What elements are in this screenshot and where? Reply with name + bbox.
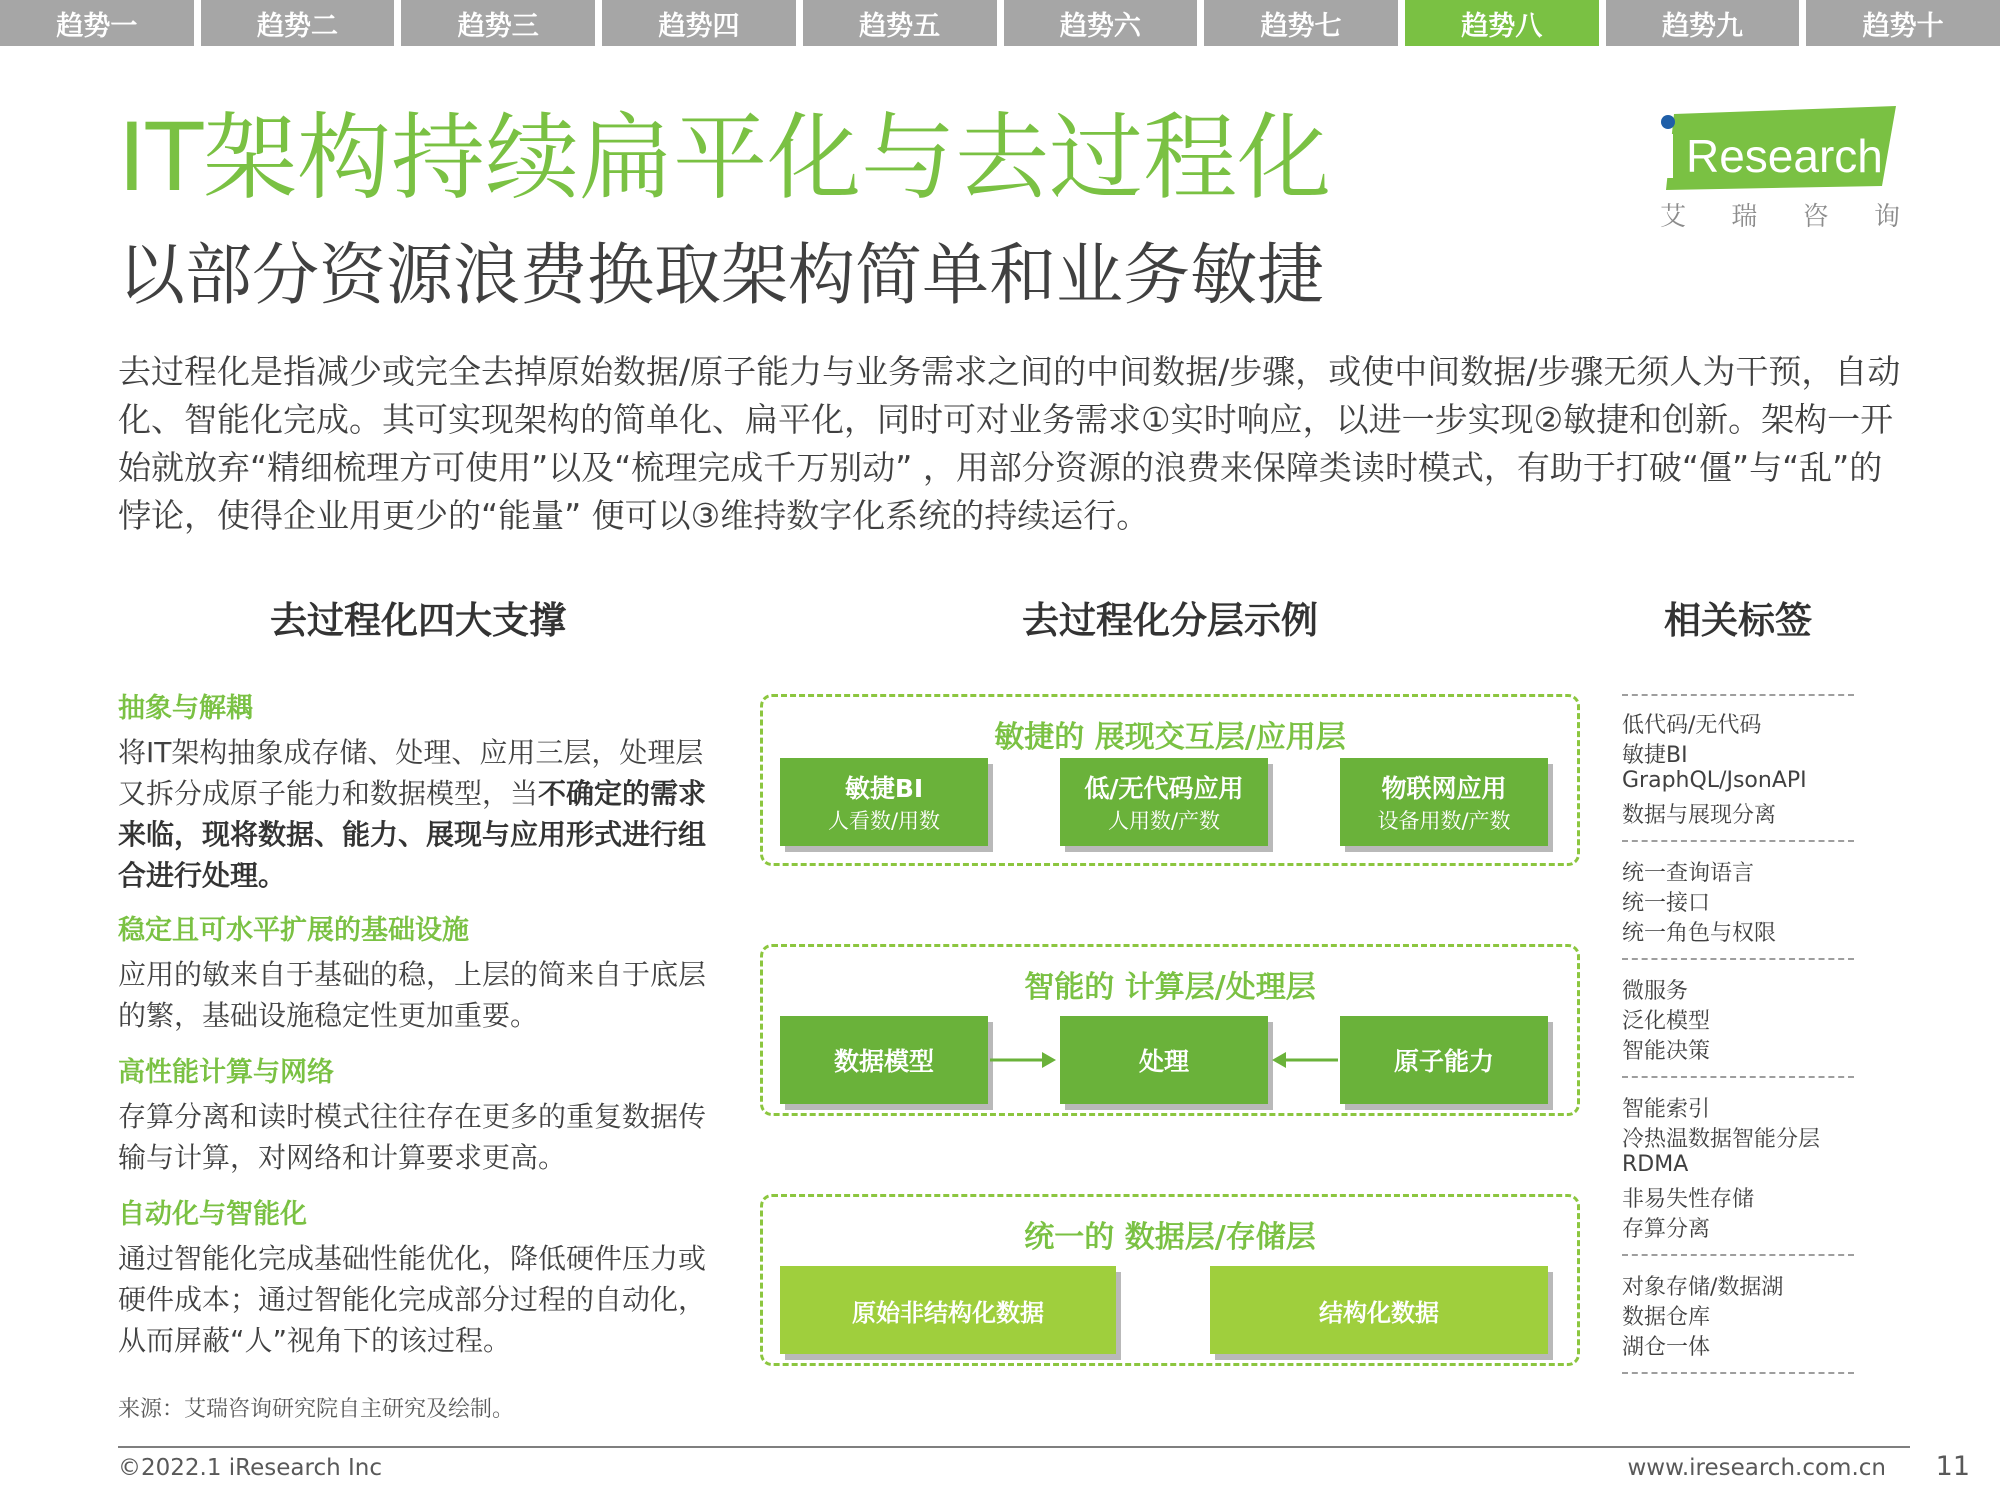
box-iot-app: 物联网应用 设备用数/产数: [1340, 758, 1548, 846]
support-text: 将IT架构抽象成存储、处理、应用三层，处理层又拆分成原子能力和数据模型，当不确定的需求来临，现将数据、能力、展现与应用形式进行组合进行处理。: [118, 736, 707, 892]
tag-item: 冷热温数据智能分层: [1622, 1127, 1821, 1152]
tag-item: 智能索引: [1622, 1097, 1711, 1122]
box-processing: 处理: [1060, 1016, 1268, 1104]
tag-item: 低代码/无代码: [1622, 713, 1762, 738]
layer-title: 智能的 计算层/处理层: [1024, 970, 1316, 1005]
tab-trend-10[interactable]: 趋势十: [1806, 0, 2000, 46]
arrow-left-icon: [1270, 1048, 1338, 1072]
support-text: 应用的敏来自于基础的稳，上层的简来自于底层的繁，基础设施稳定性更加重要。: [118, 958, 707, 1032]
support-heading: 自动化与智能化: [118, 1199, 307, 1230]
tag-item: 湖仓一体: [1622, 1335, 1711, 1360]
support-text: 存算分离和读时模式往往存在更多的重复数据传输与计算，对网络和计算要求更高。: [118, 1100, 707, 1174]
tag-item: 数据仓库: [1622, 1305, 1711, 1330]
box-agile-bi: 敏捷BI 人看数/用数: [780, 758, 988, 846]
tag-divider: [1622, 1372, 1854, 1374]
tag-item: 智能决策: [1622, 1039, 1711, 1064]
box-unstructured-data: 原始非结构化数据: [780, 1266, 1116, 1354]
tag-item: GraphQL/JsonAPI: [1622, 768, 1807, 793]
tag-divider: [1622, 1254, 1854, 1256]
tab-trend-5[interactable]: 趋势五: [803, 0, 997, 46]
support-heading: 高性能计算与网络: [118, 1057, 334, 1088]
heading-supports: 去过程化四大支撑: [270, 599, 566, 642]
tag-item: 统一查询语言: [1622, 861, 1755, 886]
tag-divider: [1622, 958, 1854, 960]
intro-paragraph: 去过程化是指减少或完全去掉原始数据/原子能力与业务需求之间的中间数据/步骤，或使中间数据/步骤无须人为干预，自动化、智能化完成。其可实现架构的简单化、扁平化，同时可对业务需求①实时响应，以进一步实现②敏捷和创新。架构一开始就放弃“精细梳理方可使用”以及“梳理完成千万别动” ，用部分资源的浪费来保障类读时模式，有助于打破“僵”与“乱”的悖论，使得企业用更少的“能量” 便可以③维持数字化系统的持续运行。: [118, 352, 1901, 535]
tab-trend-6[interactable]: 趋势六: [1004, 0, 1198, 46]
source-note: 来源：艾瑞咨询研究院自主研究及绘制。: [118, 1397, 515, 1422]
tag-item: 泛化模型: [1622, 1009, 1711, 1034]
layer-title: 敏捷的 展现交互层/应用层: [994, 720, 1346, 755]
tab-trend-9[interactable]: 趋势九: [1606, 0, 1800, 46]
box-atomic-capability: 原子能力: [1340, 1016, 1548, 1104]
page-title: IT架构持续扁平化与去过程化: [118, 104, 1332, 213]
arrow-right-icon: [990, 1048, 1058, 1072]
tag-item: 统一接口: [1622, 891, 1711, 916]
tag-item: 敏捷BI: [1622, 743, 1688, 768]
logo-cn-text: 艾 瑞 咨 询: [1660, 202, 1900, 232]
tag-item: 对象存储/数据湖: [1622, 1275, 1784, 1300]
box-data-model: 数据模型: [780, 1016, 988, 1104]
box-lowcode-app: 低/无代码应用 人用数/产数: [1060, 758, 1268, 846]
logo-brand-text: Research: [1686, 130, 1883, 182]
tag-divider: [1622, 694, 1854, 696]
tab-trend-8[interactable]: 趋势八: [1405, 0, 1599, 46]
copyright: ©2022.1 iResearch Inc: [118, 1455, 382, 1481]
tag-item: RDMA: [1622, 1152, 1689, 1177]
box-structured-data: 结构化数据: [1210, 1266, 1548, 1354]
tag-divider: [1622, 1076, 1854, 1078]
page-subtitle: 以部分资源浪费换取架构简单和业务敏捷: [118, 236, 1324, 314]
tag-item: 微服务: [1622, 979, 1689, 1004]
tab-trend-2[interactable]: 趋势二: [201, 0, 395, 46]
tab-trend-1[interactable]: 趋势一: [0, 0, 194, 46]
iresearch-logo: [1660, 106, 1900, 190]
tab-trend-4[interactable]: 趋势四: [602, 0, 796, 46]
tag-item: 存算分离: [1622, 1217, 1711, 1242]
support-heading: 稳定且可水平扩展的基础设施: [118, 915, 469, 946]
tag-item: 统一角色与权限: [1622, 921, 1777, 946]
layer-title: 统一的 数据层/存储层: [1024, 1220, 1316, 1255]
tag-item: 数据与展现分离: [1622, 803, 1777, 828]
heading-layers: 去过程化分层示例: [1022, 599, 1318, 642]
page-number: 11: [1935, 1451, 1970, 1482]
trend-tab-bar: [0, 0, 2000, 46]
support-text: 通过智能化完成基础性能优化，降低硬件压力或硬件成本；通过智能化完成部分过程的自动化，从而屏蔽“人”视角下的该过程。: [118, 1242, 707, 1357]
tab-trend-7[interactable]: 趋势七: [1204, 0, 1398, 46]
heading-tags: 相关标签: [1664, 599, 1812, 642]
tag-item: 非易失性存储: [1622, 1187, 1755, 1212]
website-url[interactable]: www.iresearch.com.cn: [1627, 1455, 1886, 1481]
footer-divider: [118, 1446, 1910, 1448]
tab-trend-3[interactable]: 趋势三: [401, 0, 595, 46]
support-heading: 抽象与解耦: [118, 693, 253, 724]
tag-divider: [1622, 840, 1854, 842]
